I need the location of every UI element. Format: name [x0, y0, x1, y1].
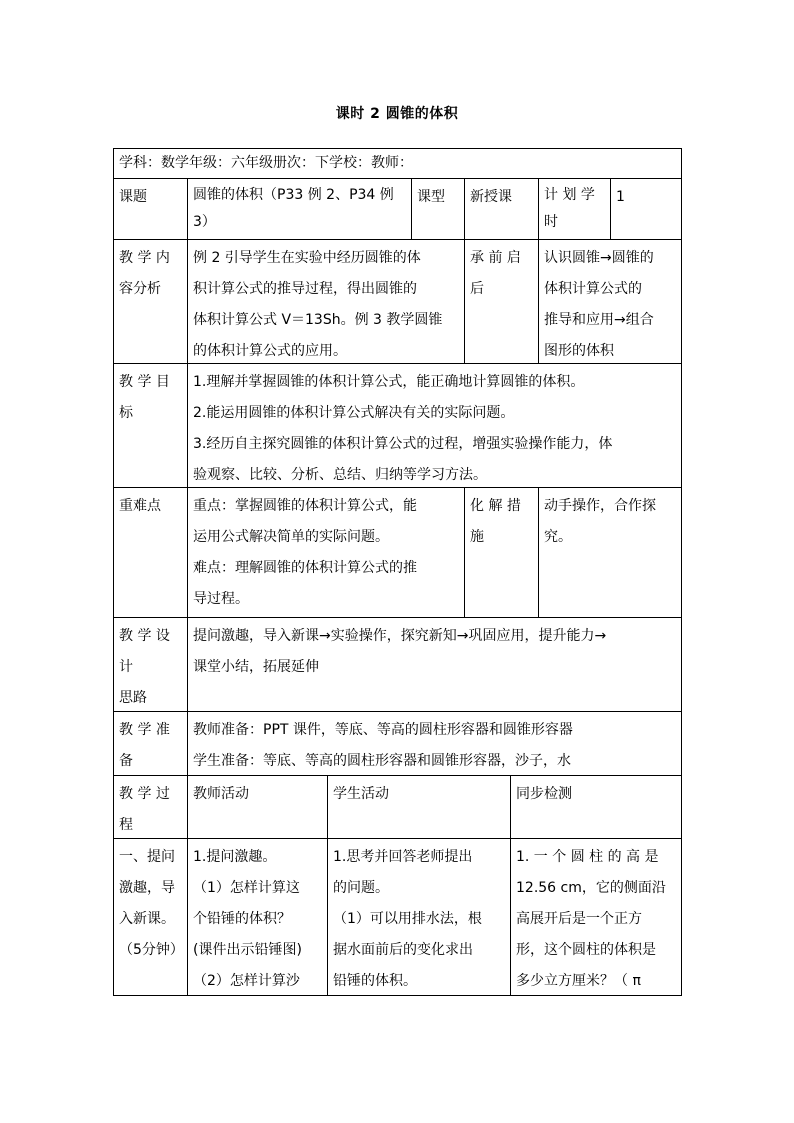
stage-1-label: 一、提问 激趣，导 入新课。 （5分钟） [119, 849, 184, 958]
preparation-label: 教 学 准 备 [119, 722, 170, 769]
lesson-type-value: 新授课 [470, 189, 512, 205]
planned-hours-value: 1 [616, 189, 625, 205]
sync-check-header: 同步检测 [516, 786, 572, 802]
stage-1-student-activity: 1.思考并回答老师提出 的问题。 （1）可以用排水法，根 据水面前后的变化求出 铅锤的体积。 [333, 849, 482, 989]
page-title: 课时 2 圆锥的体积 [335, 106, 459, 122]
design-text: 提问激趣，导入新课→实验操作，探究新知→巩固应用，提升能力→ 课堂小结，拓展延伸 [193, 628, 607, 675]
preparation-text: 教师准备：PPT 课件，等底、等高的圆柱形容器和圆锥形容器 学生准备：等底、等高的圆柱形容器和圆锥形容器，沙子，水 [193, 722, 573, 769]
design-label: 教 学 设 计 思路 [119, 628, 170, 706]
connection-label: 承 前 启 后 [470, 250, 521, 297]
solution-label: 化 解 措 施 [470, 498, 521, 545]
key-points-label: 重难点 [119, 498, 161, 514]
solution-text: 动手操作，合作探 究。 [544, 498, 656, 545]
student-activity-header: 学生活动 [333, 786, 389, 802]
content-analysis-text: 例 2 引导学生在实验中经历圆锥的体 积计算公式的推导过程，得出圆锥的 体积计算公式 V＝13Sh。例 3 教学圆锥 的体积计算公式的应用。 [193, 250, 443, 359]
lesson-type-label: 课型 [417, 189, 445, 205]
lesson-plan-table [113, 148, 682, 996]
stage-1-teacher-activity: 1.提问激趣。 （1）怎样计算这 个铅锤的体积？ (课件出示铅锤图) （2）怎样计算沙 [193, 849, 302, 989]
teacher-activity-header: 教师活动 [193, 786, 249, 802]
teaching-goals-label: 教 学 目 标 [119, 374, 170, 421]
content-analysis-label: 教 学 内 容分析 [119, 250, 170, 297]
key-points-text: 重点：掌握圆锥的体积计算公式，能 运用公式解决简单的实际问题。 难点：理解圆锥的体积计算公式的推 导过程。 [193, 498, 417, 607]
teaching-goals-text: 1.理解并掌握圆锥的体积计算公式，能正确地计算圆锥的体积。 2.能运用圆锥的体积计算公式解决有关的实际问题。 3.经历自主探究圆锥的体积计算公式的过程，增强实验操作能力，体 验观察、比较、分析、总结、归纳等学习方法。 [193, 374, 613, 483]
process-label: 教 学 过 程 [119, 786, 170, 833]
stage-1-sync-check: 1. 一 个 圆 柱 的 高 是 12.56 cm，它的侧面沿 高展开后是一个正方 形，这个圆柱的体积是 多少立方厘米？（ π [516, 849, 666, 989]
topic-value: 圆锥的体积（P33 例 2、P34 例 3） [193, 187, 394, 230]
info-row: 学科：数学年级：六年级册次：下学校：教师： [119, 155, 413, 171]
topic-label: 课题 [119, 189, 147, 205]
connection-text: 认识圆锥→圆锥的 体积计算公式的 推导和应用→组合 图形的体积 [544, 250, 654, 359]
planned-hours-label: 计 划 学 时 [544, 187, 595, 230]
